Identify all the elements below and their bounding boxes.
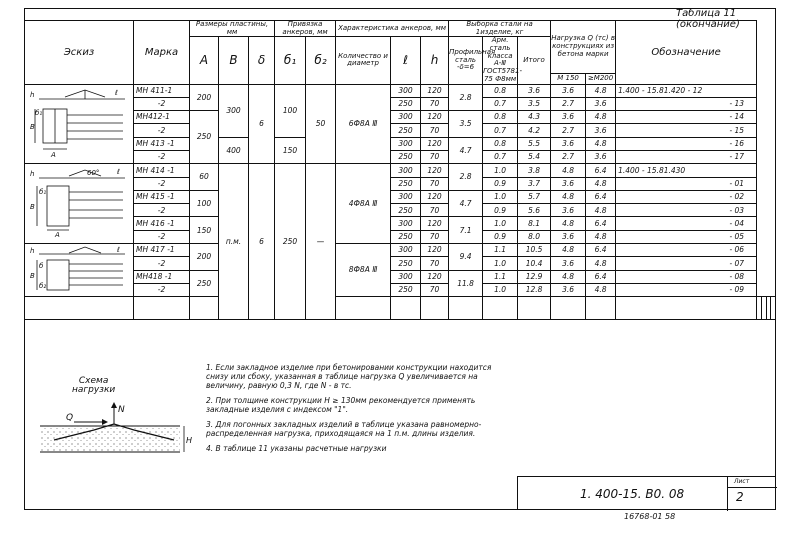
cell-q200: 3.6 [586,150,616,163]
cell-rebar: 0.7 [483,124,518,137]
cell-designation: - 07 [616,257,757,270]
cell-total: 4.3 [518,111,551,124]
cell-mark: -2 [134,204,190,217]
table-row [25,177,776,190]
cell-l: 300 [391,84,421,97]
cell-q200: 4.8 [586,204,616,217]
cell-mark: -2 [134,124,190,137]
cell-A: 150 [190,217,219,244]
table-row [25,137,776,150]
cell-A: 60 [190,164,219,191]
cell-h: 120 [421,244,449,257]
cell-q150: 3.6 [551,257,586,270]
cell-qty: 6Ф8А Ⅲ [336,84,391,164]
cell-h: 120 [421,270,449,283]
cell-l: 250 [391,204,421,217]
cell-b1: 100 [275,84,306,137]
sketch-label-l: ℓ [115,88,118,97]
cell-mark: -2 [134,150,190,163]
cell-mark: МН418 -1 [134,270,190,283]
cell-designation: - 14 [616,111,757,124]
cell-q200: 4.8 [586,84,616,97]
cell-q200: 6.4 [586,270,616,283]
cell-rebar: 1.0 [483,283,518,296]
archive-number: 16768-01 58 [624,512,676,521]
cell-designation: - 02 [616,190,757,203]
cell-h: 70 [421,230,449,243]
cell-total: 5.5 [518,137,551,150]
sheet-number-box [727,477,777,511]
sketch-group-2 [25,164,134,244]
cell-l: 300 [391,244,421,257]
table-row [25,84,776,97]
cell-total: 12.8 [518,283,551,296]
cell-mark: -2 [134,177,190,190]
cell-mark: -2 [134,283,190,296]
cell-q200: 3.6 [586,97,616,110]
table-row [25,257,776,270]
cell-total: 10.5 [518,244,551,257]
load-scheme-diagram [34,400,194,460]
table-row [25,217,776,230]
table-row [25,97,776,110]
cell-prof: 4.7 [449,190,483,217]
table-row [25,270,776,283]
cell-total: 12.9 [518,270,551,283]
cell-total: 3.6 [518,84,551,97]
sketch-label-h: h [30,90,35,99]
cell-rebar: 0.8 [483,84,518,97]
anchor-sketch-3 [25,244,133,294]
cell-q150: 2.7 [551,124,586,137]
cell-h: 120 [421,84,449,97]
cell-l: 300 [391,270,421,283]
cell-q200: 6.4 [586,190,616,203]
cell-l: 300 [391,111,421,124]
concrete-block [40,426,180,452]
cell-mark: -2 [134,257,190,270]
header-sketch: Эскиз [25,21,134,85]
cell-total: 5.4 [518,150,551,163]
cell-q200: 3.6 [586,124,616,137]
note-3: 3. Для погонных закладных изделий в таблице указана равномерно-распределенная нагрузка, приходящаяся на 1 п.м. длины изделия. [206,420,482,438]
cell-b1: 150 [275,137,306,164]
cell-designation: - 01 [616,177,757,190]
cell-prof: 7.1 [449,217,483,244]
cell-l: 300 [391,137,421,150]
cell-rebar: 1.1 [483,270,518,283]
cell-q200: 4.8 [586,111,616,124]
cell-designation: 1.400 - 15.81.430 [616,164,757,177]
header-l: ℓ [391,37,421,84]
cell-l: 250 [391,124,421,137]
header-total: Итого [518,37,551,84]
cell-designation: - 09 [616,283,757,296]
cell-l: 250 [391,177,421,190]
table-row-empty [25,297,776,320]
cell-total: 3.8 [518,164,551,177]
cell-q150: 3.6 [551,230,586,243]
cell-rebar: 1.0 [483,257,518,270]
cell-q200: 6.4 [586,244,616,257]
cell-mark: МН 417 -1 [134,244,190,257]
cell-q200: 4.8 [586,257,616,270]
sketch-group-1 [25,84,134,164]
label-H: H [186,436,193,445]
cell-rebar: 0.9 [483,230,518,243]
table-row [25,164,776,177]
cell-rebar: 0.7 [483,150,518,163]
cell-h: 70 [421,97,449,110]
cell-h: 70 [421,204,449,217]
table-row [25,230,776,243]
anchor-sketch-1 [25,85,133,159]
cell-qty: 4Ф8А Ⅲ [336,164,391,244]
header-A: А [190,37,219,84]
cell-rebar: 0.9 [483,177,518,190]
header-h: h [421,37,449,84]
cell-q150: 3.6 [551,177,586,190]
cell-q150: 3.6 [551,84,586,97]
table-row [25,283,776,296]
table-row [25,190,776,203]
cell-designation: - 13 [616,97,757,110]
header-m200: ≥М200 [586,73,616,84]
cell-designation: - 16 [616,137,757,150]
cell-q200: 4.8 [586,177,616,190]
sketch-label-B: В [30,122,35,131]
sketch-label-l: ℓ [117,168,120,177]
cell-rebar: 0.9 [483,204,518,217]
header-delta: δ [249,37,275,84]
cell-q200: 4.8 [586,230,616,243]
header-rebar: Арм. сталь класса А-Ⅲ ГОСТ5781-75 Ф8мм [483,36,522,83]
note-1: 1. Если закладное изделие при бетонировании конструкции находится снизу или сбоку, указанная в таблице нагрузка Q увеличивается на величину, равную 0,3 N, где N - в тс. [206,363,492,390]
label-Q: Q [66,413,74,423]
sketch-label-A: А [55,231,60,240]
cell-mark: МН 415 -1 [134,190,190,203]
cell-h: 120 [421,217,449,230]
sketch-label-B: В [30,272,35,281]
cell-mark: МН412-1 [134,111,190,124]
label-N: N [118,405,125,415]
cell-q150: 3.6 [551,204,586,217]
cell-l: 300 [391,217,421,230]
cell-q200: 4.8 [586,137,616,150]
cell-q200: 6.4 [586,164,616,177]
sheet-label: Лист [734,478,750,485]
sketch-label-h: h [30,247,35,256]
cell-total: 5.7 [518,190,551,203]
cell-delta: 6 [249,164,275,320]
sketch-label-h: h [30,170,35,179]
header-m150: М 150 [551,73,586,84]
cell-A: 200 [190,244,219,271]
cell-l: 250 [391,230,421,243]
cell-h: 70 [421,150,449,163]
cell-q200: 6.4 [586,217,616,230]
table-row [25,111,776,124]
cell-b2: — [306,164,336,320]
cell-prof: 9.4 [449,244,483,271]
title-stamp [517,476,776,510]
notes-block [206,363,496,459]
cell-q150: 3.6 [551,137,586,150]
cell-l: 300 [391,190,421,203]
cell-mark: МН 411-1 [134,84,190,97]
cell-q150: 4.8 [551,244,586,257]
cell-designation: - 05 [616,230,757,243]
note-4: 4. В таблице 11 указаны расчетные нагрузки [206,444,387,453]
cell-B: п.м. [219,164,249,320]
cell-l: 250 [391,257,421,270]
cell-designation: - 03 [616,204,757,217]
sketch-group-3 [25,244,134,297]
cell-prof: 2.8 [449,164,483,191]
header-anchor-binding: Привязка анкеров, мм [275,21,336,37]
cell-b2: 50 [306,84,336,164]
sketch-label-b2: б₂ [39,282,47,291]
table-row [25,124,776,137]
table-caption: Таблица 11 (окончание) [676,8,740,30]
cell-h: 70 [421,283,449,296]
header-qty-diam: Количество и диаметр [336,37,391,84]
header-plate-sizes: Размеры пластины, мм [190,21,275,37]
cell-A: 250 [190,270,219,297]
cell-designation: - 08 [616,270,757,283]
cell-B: 400 [219,137,249,164]
sketch-label-angle: 60° [87,169,100,178]
cell-total: 5.6 [518,204,551,217]
cell-l: 250 [391,283,421,296]
sketch-label-B: В [30,203,35,212]
cell-designation: - 04 [616,217,757,230]
anchor-sketch-2 [25,164,133,238]
anchor-table [24,20,776,320]
cell-total: 3.7 [518,177,551,190]
cell-mark: МН 413 -1 [134,137,190,150]
table-row [25,204,776,217]
cell-b1: 250 [275,164,306,320]
cell-q150: 4.8 [551,217,586,230]
cell-l: 300 [391,164,421,177]
cell-prof: 11.8 [449,270,483,297]
cell-B: 300 [219,84,249,137]
sheet-number: 2 [736,490,744,504]
cell-mark: -2 [134,97,190,110]
cell-delta: 6 [249,84,275,164]
table-row [25,244,776,257]
cell-total: 10.4 [518,257,551,270]
cell-rebar: 1.1 [483,244,518,257]
sketch-label-b1: б₁ [39,188,47,197]
cell-prof: 4.7 [449,137,483,164]
cell-total: 8.1 [518,217,551,230]
cell-q150: 4.8 [551,164,586,177]
cell-designation: - 15 [616,124,757,137]
note-2: 2. При толщине конструкции Н ≥ 130мм рекомендуется применять закладные изделия с индексом "1". [206,396,476,414]
sketch-label-A: А [51,150,56,159]
header-load: Нагрузка Q (тс) в конструкциях из бетона марки [551,21,616,74]
cell-h: 120 [421,111,449,124]
header-b1: б₁ [275,37,306,84]
cell-total: 8.0 [518,230,551,243]
cell-q200: 4.8 [586,283,616,296]
load-scheme-title-2: нагрузки [72,385,116,396]
cell-rebar: 1.0 [483,164,518,177]
cell-rebar: 1.0 [483,217,518,230]
load-scheme-title-1: Схема [78,376,109,386]
document-code: 1. 400-15. В0. 08 [580,487,685,501]
cell-q150: 3.6 [551,283,586,296]
cell-total: 4.2 [518,124,551,137]
cell-q150: 3.6 [551,111,586,124]
cell-prof: 2.8 [449,84,483,111]
header-profile-steel: Профильная сталь -δ=6 [449,37,483,84]
cell-rebar: 1.0 [483,190,518,203]
cell-mark: -2 [134,230,190,243]
header-designation: Обозначение [616,21,757,85]
cell-A: 250 [190,111,219,164]
cell-designation: - 17 [616,150,757,163]
header-B: В [219,37,249,84]
cell-l: 250 [391,97,421,110]
cell-mark: МН 416 -1 [134,217,190,230]
cell-designation: - 06 [616,244,757,257]
cell-h: 70 [421,257,449,270]
cell-rebar: 0.8 [483,137,518,150]
cell-rebar: 0.7 [483,97,518,110]
cell-A: 100 [190,190,219,217]
cell-h: 70 [421,124,449,137]
cell-h: 120 [421,137,449,150]
cell-q150: 4.8 [551,190,586,203]
cell-h: 120 [421,190,449,203]
cell-l: 250 [391,150,421,163]
cell-designation: 1.400 - 15.81.420 - 12 [616,84,757,97]
cell-q150: 2.7 [551,150,586,163]
sketch-label-b: б [39,262,44,271]
cell-mark: МН 414 -1 [134,164,190,177]
header-b2: б₂ [306,37,336,84]
cell-h: 120 [421,164,449,177]
cell-h: 70 [421,177,449,190]
table-row [25,150,776,163]
header-anchor-char: Характеристика анкеров, мм [336,21,449,37]
header-mark: Марка [134,21,190,85]
cell-rebar: 0.8 [483,111,518,124]
sketch-label-b1: б₁ [35,108,43,117]
cell-prof: 3.5 [449,111,483,138]
cell-qty: 8Ф8А Ⅲ [336,244,391,297]
sketch-label-l: ℓ [117,246,120,255]
cell-A: 200 [190,84,219,111]
header-steel: Выборка стали на 1изделие, кг [449,21,551,37]
cell-total: 3.5 [518,97,551,110]
cell-q150: 4.8 [551,270,586,283]
load-scheme-title [72,377,115,396]
cell-q150: 2.7 [551,97,586,110]
